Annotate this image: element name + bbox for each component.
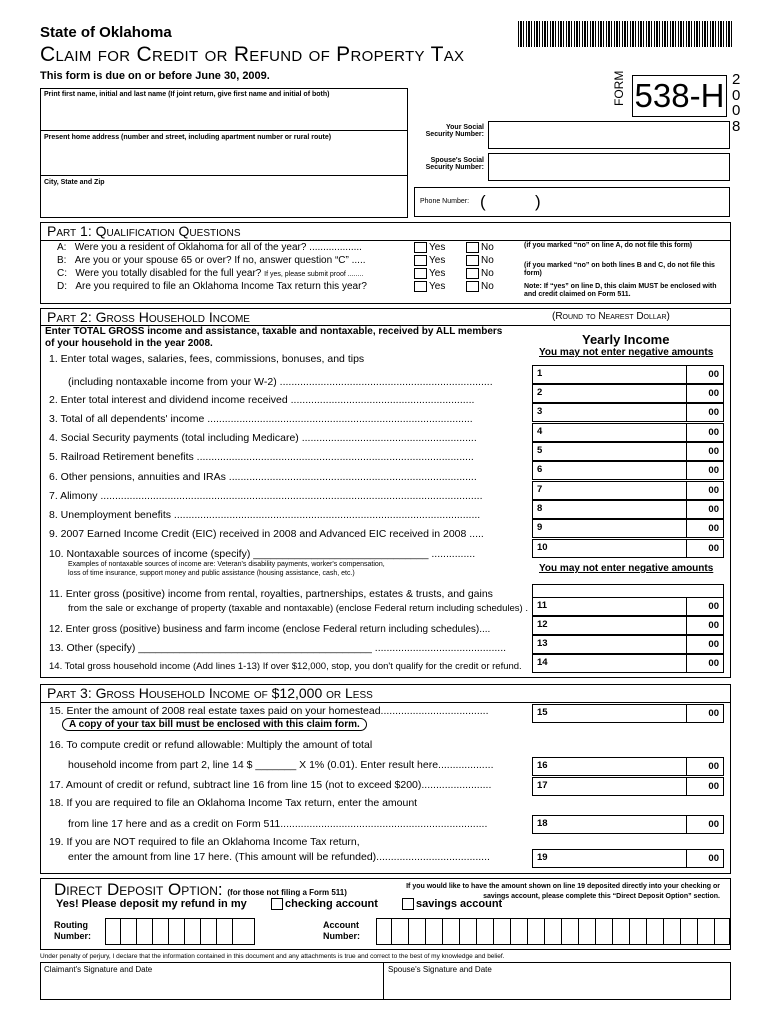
line10-amount[interactable]: 10 00 — [532, 539, 724, 558]
line9-amount[interactable]: 9 00 — [532, 519, 724, 538]
ssn-field[interactable] — [488, 121, 730, 149]
line16-label-b: household income from part 2, line 14 $ _______ X 1% (0.01). Enter result here................... — [68, 759, 494, 771]
name-address-box[interactable] — [40, 88, 408, 218]
round-note: (Round to Nearest Dollar) — [552, 311, 670, 322]
q-a-yes[interactable]: Yes — [414, 242, 445, 253]
form-word: FORM — [612, 70, 626, 106]
line18-label-b: from line 17 here and as a credit on Form 511....................................................................... — [68, 818, 488, 830]
routing-number-field[interactable] — [105, 918, 255, 945]
city-label: City, State and Zip — [44, 179, 105, 186]
no-negative-note-2: You may not enter negative amounts — [539, 563, 714, 574]
phone-paren-open: ( — [480, 192, 486, 211]
part1-title: Part 1: Qualification Questions — [47, 223, 241, 239]
note-d: Note: If “yes” on line D, this claim MUST be enclosed with and credit claimed on Form 511. — [524, 283, 717, 298]
line10-label: 10. Nontaxable sources of income (specify) ______________________________ ............... — [49, 548, 476, 560]
deposit-info: If you would like to have the amount shown on line 19 deposited directly into your checking or savings account, please complete this “Direct Deposit Option” section. — [406, 883, 720, 900]
line18-label-a: 18. If you are required to file an Oklahoma Income Tax return, enter the amount — [49, 797, 418, 809]
line6-label: 6. Other pensions, annuities and IRAs ..................................................................................... — [49, 471, 477, 483]
barcode — [518, 21, 732, 47]
line17-label: 17. Amount of credit or refund, subtract line 16 from line 15 (not to exceed $200)........................ — [49, 779, 492, 791]
checking-option[interactable]: checking account — [271, 898, 378, 910]
question-c: C: Were you totally disabled for the full year? If yes, please submit proof ........ — [57, 268, 364, 279]
savings-option[interactable]: savings account — [402, 898, 502, 910]
line19-amount[interactable]: 19 00 — [532, 849, 724, 868]
line19-label-b: enter the amount from line 17 here. (This amount will be refunded)....................................... — [68, 851, 490, 863]
phone-paren-close: ) — [535, 192, 541, 211]
line4-label: 4. Social Security payments (total including Medicare) ............................................................ — [49, 432, 477, 444]
line3-label: 3. Total of all dependents' income ........................................................................................... — [49, 413, 473, 425]
line15-amount[interactable]: 15 00 — [532, 704, 724, 723]
no-negative-note: You may not enter negative amounts — [539, 347, 714, 358]
note-a: (if you marked “no” on line A, do not file this form) — [524, 242, 693, 249]
claimant-signature[interactable]: Claimant's Signature and Date — [44, 965, 153, 974]
line16-amount[interactable]: 16 00 — [532, 757, 724, 776]
spouse-signature[interactable]: Spouse's Signature and Date — [388, 965, 492, 974]
line2-amount[interactable]: 2 00 — [532, 384, 724, 403]
q-c-no[interactable]: No — [466, 268, 494, 279]
question-b: B: Are you or your spouse 65 or over? If no, answer question “C” ..... — [57, 255, 366, 266]
line1-label-a: 1. Enter total wages, salaries, fees, commissions, bonuses, and tips — [49, 353, 365, 365]
q-b-no[interactable]: No — [466, 255, 494, 266]
due-date-note: This form is due on or before June 30, 2009. — [40, 70, 270, 82]
deposit-title: Direct Deposit Option: (for those not filing a Form 511) — [54, 880, 347, 899]
note-bc: (if you marked “no” on both lines B and C, do not file this form) — [524, 262, 715, 277]
part2-title: Part 2: Gross Household Income — [47, 309, 250, 325]
q-d-no[interactable]: No — [466, 281, 494, 292]
part2-intro-1: Enter TOTAL GROSS income and assistance, taxable and nontaxable, received by ALL members — [45, 326, 503, 337]
tax-year: 2 0 0 8 — [732, 71, 741, 135]
part3-title: Part 3: Gross Household Income of $12,000 or Less — [47, 685, 373, 701]
line7-amount[interactable]: 7 00 — [532, 481, 724, 500]
routing-label: Routing Number: — [54, 920, 92, 941]
line5-amount[interactable]: 5 00 — [532, 442, 724, 461]
line19-label-a: 19. If you are NOT required to file an Oklahoma Income Tax return, — [49, 836, 360, 848]
line16-label-a: 16. To compute credit or refund allowable: Multiply the amount of total — [49, 739, 373, 751]
question-a: A: Were you a resident of Oklahoma for all of the year? ................... — [57, 242, 362, 253]
line12-label: 12. Enter gross (positive) business and farm income (enclose Federal return including schedules).... — [49, 624, 491, 635]
state-name: State of Oklahoma — [40, 24, 172, 41]
line1-amount[interactable]: 1 00 — [532, 365, 724, 384]
spouse-ssn-field[interactable] — [488, 153, 730, 181]
form-number: 538-H — [632, 75, 727, 117]
line11-amount[interactable]: 11 00 — [532, 597, 724, 616]
line18-amount[interactable]: 18 00 — [532, 815, 724, 834]
question-d: D: Are you required to file an Oklahoma Income Tax return this year? — [57, 281, 367, 292]
account-number-field[interactable] — [376, 918, 730, 945]
line11-label-a: 11. Enter gross (positive) income from rental, royalties, partnerships, estates & trusts, and gains — [49, 588, 493, 600]
line9-label: 9. 2007 Earned Income Credit (EIC) received in 2008 and Advanced EIC received in 2008 ..... — [49, 528, 484, 540]
form-title: Claim for Credit or Refund of Property Tax — [40, 43, 465, 66]
line17-amount[interactable]: 17 00 — [532, 777, 724, 796]
line8-label: 8. Unemployment benefits ......................................................................................................... — [49, 509, 481, 521]
line3-amount[interactable]: 3 00 — [532, 403, 724, 422]
q-c-yes[interactable]: Yes — [414, 268, 445, 279]
tax-bill-note: A copy of your tax bill must be enclosed with this claim form. — [62, 718, 367, 731]
account-label: Account Number: — [323, 920, 361, 941]
line2-label: 2. Enter total interest and dividend income received ............................................................... — [49, 394, 475, 406]
address-label: Present home address (number and street, including apartment number or rural route) — [44, 134, 332, 141]
spouse-ssn-label: Spouse's Social Security Number: — [425, 157, 484, 171]
part2-intro-2: of your household in the year 2008. — [45, 338, 213, 349]
line14-amount[interactable]: 14 00 — [532, 654, 724, 673]
line4-amount[interactable]: 4 00 — [532, 423, 724, 442]
line13-amount[interactable]: 13 00 — [532, 635, 724, 654]
line11-label-b: from the sale or exchange of property (taxable and nontaxable) (enclose Federal return including schedules) . — [68, 603, 528, 614]
line13-label: 13. Other (specify) ________________________________________ ............................................. — [49, 642, 507, 654]
line7-label: 7. Alimony ................................................................................................................................... — [49, 490, 483, 502]
yearly-income-header: Yearly Income — [582, 332, 670, 347]
line12-amount[interactable]: 12 00 — [532, 616, 724, 635]
line6-amount[interactable]: 6 00 — [532, 461, 724, 480]
line10-examples-2: loss of time insurance, support money and public assistance (housing assistance, cash, etc.) — [68, 570, 355, 577]
phone-label: Phone Number: — [420, 198, 470, 205]
line1-label-b: (including nontaxable income from your W-2) ......................................................................... — [68, 376, 493, 388]
line15-label: 15. Enter the amount of 2008 real estate taxes paid on your homestead..................................... — [49, 705, 489, 717]
q-a-no[interactable]: No — [466, 242, 494, 253]
name-label: Print first name, initial and last name (If joint return, give first name and initial of both) — [44, 91, 330, 98]
line10-examples-1: Examples of nontaxable sources of income are: Veteran's disability payments, worker's compensation, — [68, 561, 385, 568]
ssn-label: Your Social Security Number: — [425, 124, 484, 138]
deposit-yes-line: Yes! Please deposit my refund in my — [56, 898, 247, 910]
line5-label: 5. Railroad Retirement benefits ............................................................................................... — [49, 451, 474, 463]
q-b-yes[interactable]: Yes — [414, 255, 445, 266]
perjury-statement: Under penalty of perjury, I declare that the information contained in this document and any attachments is true and correct to the best of my knowledge and belief. — [40, 953, 505, 960]
line14-label: 14. Total gross household income (Add lines 1-13) If over $12,000, stop, you don't qualify for the credit or refund. — [49, 661, 522, 672]
q-d-yes[interactable]: Yes — [414, 281, 445, 292]
line8-amount[interactable]: 8 00 — [532, 500, 724, 519]
